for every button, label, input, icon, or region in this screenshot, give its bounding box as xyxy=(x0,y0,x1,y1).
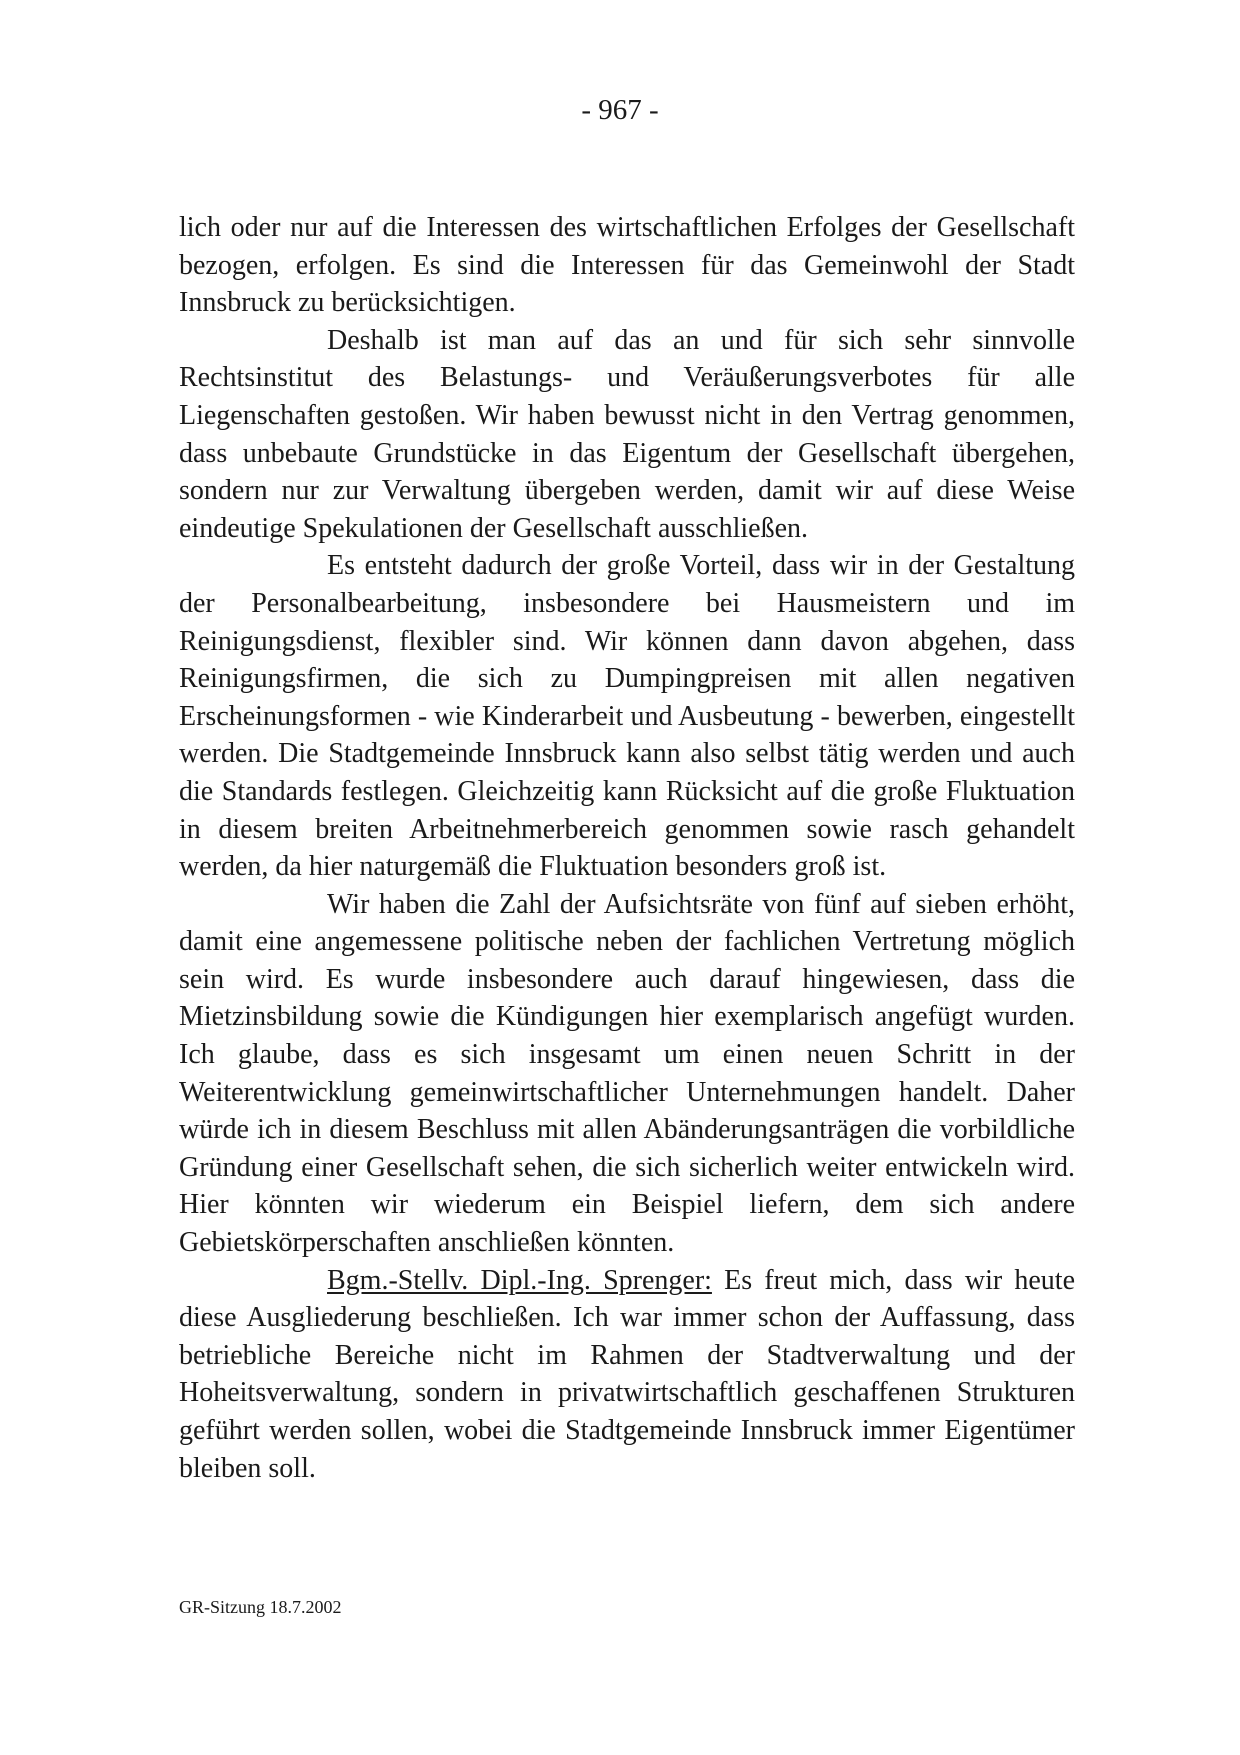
paragraph-1 xyxy=(179,209,1075,322)
document-body xyxy=(179,209,1075,1487)
paragraph-3-text: Es entsteht dadurch der große Vorteil, dass wir in der Gestaltung der Personalbearbeitung, insbesondere bei Hausmeistern und im Reinigungsdienst, flexibler sind. Wir können dann davon abgehen, dass Reinigungsfirmen, die sich zu Dumpingpreisen mit allen negativen Erscheinungsformen - wie Kinderarbeit und Ausbeutung - bewerben, eingestellt werden. Die Stadtgemeinde Innsbruck kann also selbst tätig werden und auch die Standards festlegen. Gleichzeitig kann Rücksicht auf die große Fluktuation in diesem breiten Arbeitnehmerbereich genommen sowie rasch gehandelt werden, da hier naturgemäß die Fluktuation besonders groß ist. xyxy=(179,550,1075,883)
page-number: - 967 - xyxy=(581,94,659,126)
paragraph-1-text: lich oder nur auf die Interessen des wirtschaftlichen Erfolges der Gesellschaft bezogen, erfolgen. Es sind die Interessen für das Gemeinwohl der Stadt Innsbruck zu berücksichtigen. xyxy=(179,212,1075,319)
paragraph-2-text: Deshalb ist man auf das an und für sich sehr sinnvolle Rechtsinstitut des Belastungs- und Veräußerungsverbotes für alle Liegenschaften gestoßen. Wir haben bewusst nicht in den Vertrag genommen, dass unbebaute Grundstücke in das Eigentum der Gesellschaft übergehen, sondern nur zur Verwaltung übergeben werden, damit wir auf diese Weise eindeutige Spekulationen der Gesellschaft ausschließen. xyxy=(179,324,1075,544)
footer-session-date: GR-Sitzung 18.7.2002 xyxy=(179,1597,342,1617)
paragraph-2 xyxy=(179,322,1075,548)
paragraph-4-text: Wir haben die Zahl der Aufsichtsräte von fünf auf sieben erhöht, damit eine angemessene politische neben der fachlichen Vertretung möglich sein wird. Es wurde insbesondere auch darauf hingewiesen, dass die Mietzinsbildung sowie die Kündigungen hier exemplarisch angefügt wurden. Ich glaube, dass es sich insgesamt um einen neuen Schritt in der Weiterentwicklung gemeinwirtschaftlicher Unternehmungen handelt. Daher würde ich in diesem Beschluss mit allen Abänderungsanträgen die vorbildliche Gründung einer Gesellschaft sehen, die sich sicherlich weiter entwickeln wird. Hier könnten wir wiederum ein Beispiel liefern, dem sich andere Gebietskörperschaften anschließen könnten. xyxy=(179,888,1075,1259)
paragraph-3 xyxy=(179,547,1075,885)
paragraph-4 xyxy=(179,886,1075,1262)
paragraph-5-text: Es freut mich, dass wir heute diese Ausgliederung beschließen. Ich war immer schon der Auffassung, dass betriebliche Bereiche nicht im Rahmen der Stadtverwaltung und der Hoheitsverwaltung, sondern in privatwirtschaftlich geschaffenen Strukturen geführt werden sollen, wobei die Stadtgemeinde Innsbruck immer Eigentümer bleiben soll. xyxy=(179,1264,1075,1484)
paragraph-5 xyxy=(179,1262,1075,1488)
speaker-name: Bgm.-Stellv. Dipl.-Ing. Sprenger: xyxy=(327,1264,712,1296)
